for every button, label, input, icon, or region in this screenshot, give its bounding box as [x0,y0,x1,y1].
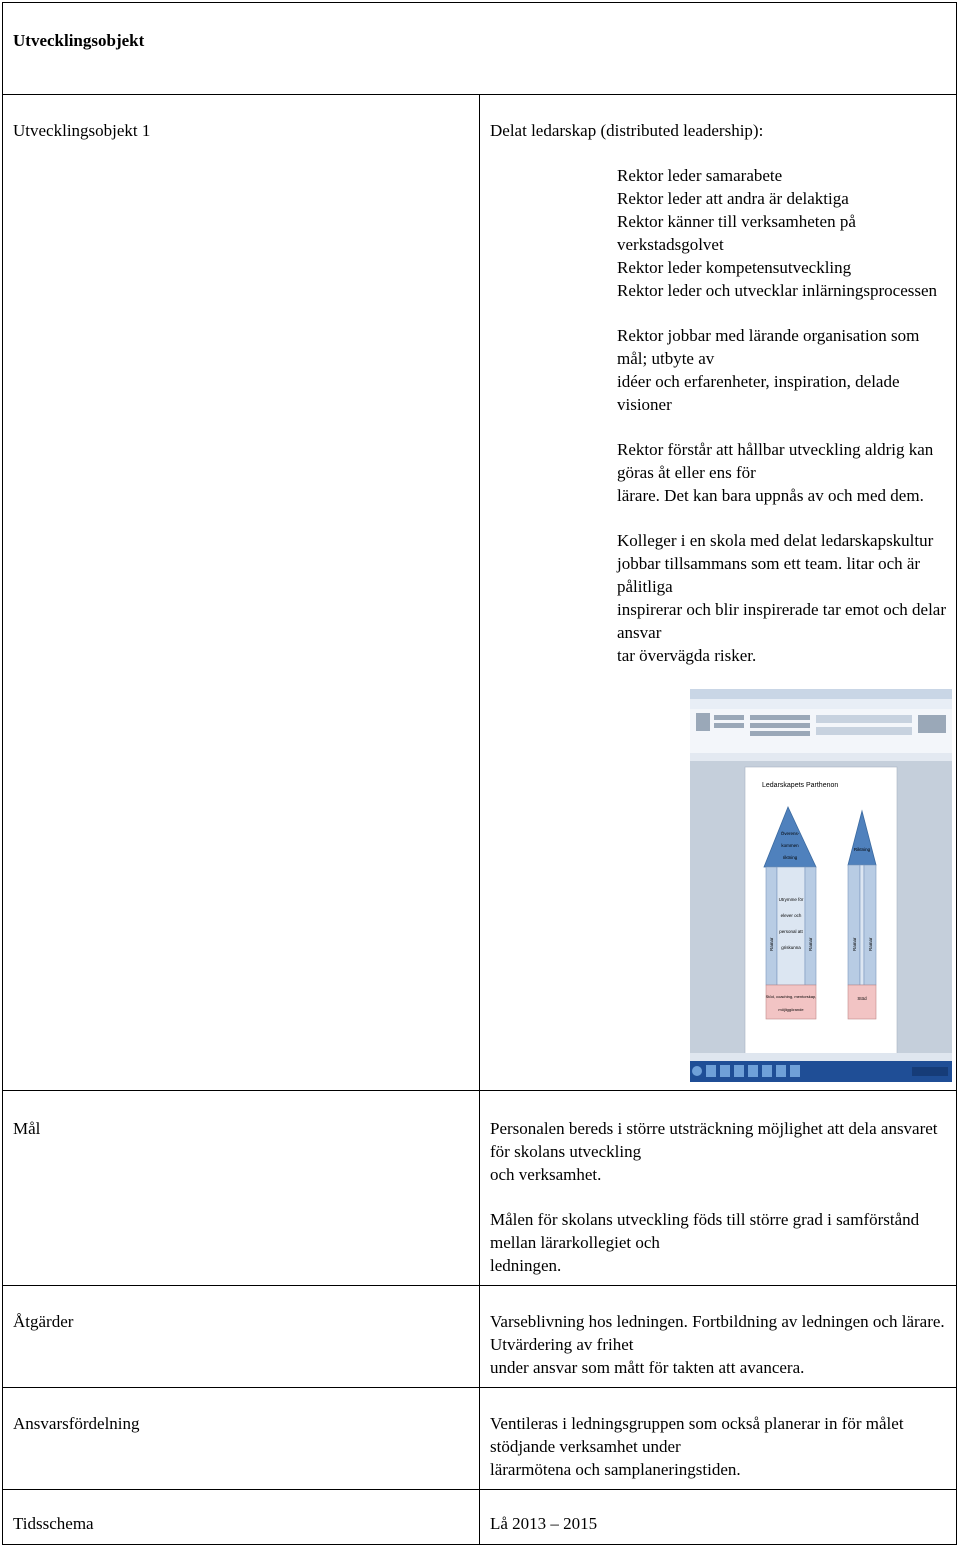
row-label-cell [3,95,480,1091]
right-pillar-1 [848,865,860,985]
paragraph-line: tar övervägda risker. [617,646,757,665]
center-text-4: griskunna [781,945,801,950]
document-title: Utvecklingsobjekt [13,31,145,50]
pillar-label: Ramar [769,937,774,951]
center-text-2: elever och [780,913,802,918]
atgarder-content-cell [480,1286,957,1388]
paragraph-line: ledningen. [490,1256,562,1275]
list-item: Rektor leder och utvecklar inlärningsprocessen [617,281,938,300]
paragraph-line: Personalen bereds i större utsträckning möjlighet att dela ansvaret för skolans utveckling [490,1119,938,1161]
right-pillar-2 [864,865,876,985]
row1-label: Utvecklingsobjekt 1 [13,121,151,140]
row-label-cell [3,1388,480,1490]
row-label-cell [3,1091,480,1286]
left-roof-text-2: kommen [781,843,799,848]
paragraph-line: jobbar tillsammans som ett team. litar och är pålitliga [617,554,921,596]
list-item: Rektor leder kompetensutveckling [617,258,852,277]
paragraph-line: Målen för skolans utveckling föds till större grad i samförstånd mellan lärarkollegiet och [490,1210,920,1252]
paragraph-line: Varseblivning hos ledningen. Fortbildning av ledningen och lärare. Utvärdering av frihet [490,1312,945,1354]
paragraph-line: inspirerar och blir inspirerade tar emot och delar ansvar [617,600,947,642]
left-base-text-2: möjliggörande [778,1007,804,1012]
list-item: Rektor känner till verksamheten på verkstadsgolvet [617,212,856,254]
window-title-bar [690,689,952,699]
left-center [777,867,805,985]
title-row [3,3,957,95]
list-item: Rektor leder att andra är delaktiga [617,189,849,208]
paragraph-line: under ansvar som mått för takten att avancera. [490,1358,805,1377]
paragraph-line: Kolleger i en skola med delat ledarskapskultur [617,531,934,550]
list-item: Rektor leder samarabete [617,166,783,185]
center-text-1: Utrymme för [778,897,804,902]
pillar-label: Ramar [868,937,873,951]
paragraph-line: lärare. Det kan bara uppnås av och med dem. [617,486,924,505]
left-pillar-2 [805,867,816,985]
tidsschema-content-cell [480,1490,957,1545]
word-window-image [690,689,952,1082]
paragraph-line: idéer och erfarenheter, inspiration, delade visioner [617,372,900,414]
row1-content-cell [480,95,957,1091]
tidsschema-value: Lå 2013 – 2015 [490,1514,598,1533]
right-base-text: Stöd [857,996,867,1001]
ruler [690,753,952,761]
row-label-cell [3,1286,480,1388]
tidsschema-label: Tidsschema [13,1514,94,1533]
paragraph-line: lärarmötena och samplaneringstiden. [490,1460,741,1479]
mal-label: Mål [13,1119,41,1138]
row-label-cell [3,1490,480,1545]
development-plan-table [2,2,957,1545]
atgarder-label: Åtgärder [13,1312,74,1331]
status-bar [690,1053,952,1061]
left-pillar-1 [766,867,777,985]
right-roof-text: Riktning [853,847,871,852]
leader-list [617,164,946,667]
right-base [848,985,876,1019]
parthenon-heading: Ledarskapets Parthenon [762,782,839,789]
pillar-label: Ramar [852,937,857,951]
left-base-text-1: Stöd, coaching, mentorskap, [765,994,817,999]
document-page [2,2,957,1545]
left-base [766,985,816,1019]
mal-content-cell [480,1091,957,1286]
left-roof-text-1: Överens- [780,831,800,836]
right-center [860,865,864,985]
paragraph-line: och verksamhet. [490,1165,602,1184]
paragraph-line: Ventileras i ledningsgruppen som också planerar in för målet stödjande verksamhet under [490,1414,904,1456]
paragraph-line: Rektor jobbar med lärande organisation som mål; utbyte av [617,326,920,368]
ansvar-label: Ansvarsfördelning [13,1414,140,1433]
embedded-word-screenshot [690,689,952,1082]
pillar-label: Ramar [808,937,813,951]
menu-tabs [690,699,952,709]
ansvar-content-cell [480,1388,957,1490]
left-roof-text-3: riktning [782,855,798,860]
center-text-3: personal att [779,929,803,934]
row1-heading: Delat ledarskap (distributed leadership): [490,121,764,140]
paragraph-line: Rektor förstår att hållbar utveckling aldrig kan göras åt eller ens för [617,440,934,482]
